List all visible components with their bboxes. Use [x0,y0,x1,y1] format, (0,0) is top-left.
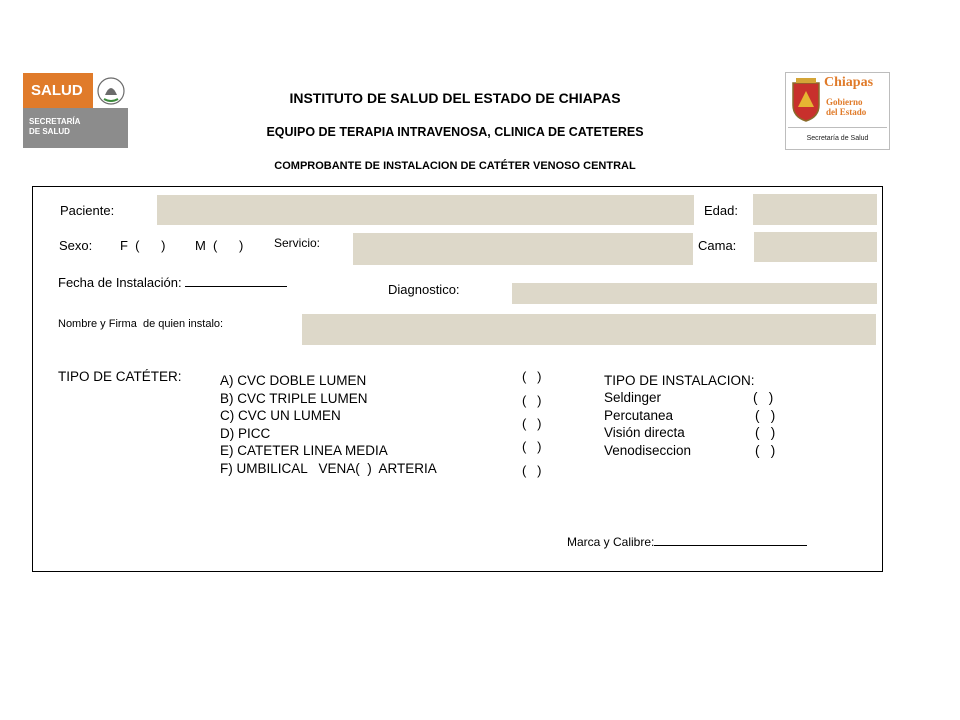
instalacion-mark-seldinger[interactable]: ( ) [753,390,774,405]
marca-line[interactable] [654,545,807,546]
instalacion-option-percutanea[interactable]: Percutanea [604,407,674,423]
instalacion-option-venodiseccion[interactable]: Venodiseccion [604,442,692,458]
cateter-option-a[interactable]: A) CVC DOBLE LUMEN [220,373,367,388]
cateter-option-b[interactable]: B) CVC TRIPLE LUMEN [220,390,368,406]
edad-label: Edad: [704,203,738,218]
instalacion-mark-percutanea[interactable]: ( ) [755,407,776,423]
salud-logo-line1: SECRETARÍA [29,117,81,126]
cateter-option-e[interactable]: E) CATETER LINEA MEDIA [220,443,388,458]
edad-field[interactable] [753,194,877,225]
tipo-cateter-label: TIPO DE CATÉTER: [58,369,182,384]
fecha-instalacion [58,275,287,290]
chiapas-logo-name: Chiapas [824,75,874,90]
instalacion-marks-list [753,389,775,459]
eagle-emblem-icon [96,75,126,107]
sexo-label: Sexo: [59,238,93,253]
chiapas-logo-line2: del Estado [826,107,867,117]
chiapas-logo [785,72,890,150]
servicio-field[interactable] [353,233,693,265]
salud-logo-sub [29,117,80,137]
cateter-check-1[interactable]: ( ) [522,369,542,384]
chiapas-logo-gobierno [826,97,866,117]
salud-logo-name: SALUD [23,73,93,108]
tipo-instalacion-label: TIPO DE INSTALACION: [604,373,755,388]
marca-label: Marca y Calibre: [567,535,655,549]
salud-logo-top [23,73,128,108]
document-title: COMPROBANTE DE INSTALACION DE CATÉTER VENOSO CENTRAL [274,160,636,172]
instalacion-option-seldinger[interactable]: Seldinger [604,390,662,405]
fecha-label: Fecha de Instalación: [58,275,182,290]
chiapas-shield-icon [790,77,822,123]
paciente-field[interactable] [157,195,694,225]
sexo-m-checkbox[interactable]: M ( ) [195,238,244,253]
cateter-option-f[interactable]: F) UMBILICAL VENA( ) ARTERIA [220,460,437,476]
page-subtitle: EQUIPO DE TERAPIA INTRAVENOSA, CLINICA DE CATETERES [266,125,644,139]
chiapas-logo-secretaria: Secretaría de Salud [806,135,869,142]
nombre-firma-field[interactable] [302,314,876,345]
fecha-line[interactable] [185,286,287,287]
cateter-options-list [220,372,437,477]
cateter-check-3[interactable]: ( ) [522,416,542,431]
servicio-label: Servicio: [274,236,321,250]
cateter-check-5[interactable]: ( ) [522,463,542,478]
diagnostico-field[interactable] [512,283,877,304]
salud-logo-line2: DE SALUD [29,127,70,136]
cateter-check-4[interactable]: ( ) [522,439,542,454]
page-title: INSTITUTO DE SALUD DEL ESTADO DE CHIAPAS [289,90,621,106]
instalacion-options-list [604,389,691,459]
cateter-check-2[interactable]: ( ) [522,393,542,408]
cama-field[interactable] [754,232,877,262]
salud-logo [23,73,128,148]
instalacion-mark-venodiseccion[interactable]: ( ) [755,442,776,458]
chiapas-logo-line1: Gobierno [826,97,863,107]
cateter-option-d[interactable]: D) PICC [220,425,271,441]
instalacion-option-vision-directa[interactable]: Visión directa [604,425,685,440]
cateter-option-c[interactable]: C) CVC UN LUMEN [220,408,341,423]
cama-label: Cama: [698,238,737,253]
marca-calibre [567,535,807,549]
diagnostico-label: Diagnostico: [388,282,460,297]
chiapas-logo-divider [788,127,887,128]
paciente-label: Paciente: [60,203,115,218]
sexo-f-checkbox[interactable]: F ( ) [120,238,166,253]
instalacion-mark-vision-directa[interactable]: ( ) [755,425,776,440]
nombre-firma-label: Nombre y Firma de quien instalo: [58,318,224,330]
